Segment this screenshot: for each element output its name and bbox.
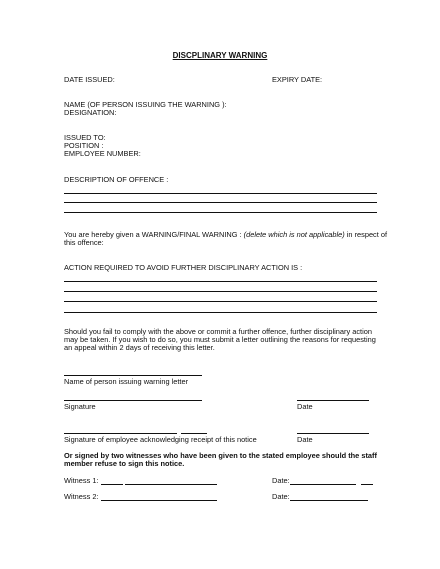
date-issued-label: DATE ISSUED: bbox=[64, 75, 115, 84]
issuer-name-line[interactable] bbox=[64, 375, 202, 376]
witness1-label: Witness 1: bbox=[64, 476, 99, 485]
witness-notice-line2: member refuse to sign this notice. bbox=[64, 459, 185, 468]
issuer-signature-line[interactable] bbox=[64, 400, 202, 401]
appeal-text-line2: may be taken. If you wish to do so, you must submit a letter outlining the reasons for requesting bbox=[64, 335, 376, 344]
employee-signature-caption: Signature of employee acknowledging receipt of this notice bbox=[64, 435, 257, 444]
appeal-text-line3: an appeal within 2 days of receiving this letter. bbox=[64, 343, 215, 352]
witness1-date-line[interactable] bbox=[290, 484, 356, 485]
employee-date-caption: Date bbox=[297, 435, 313, 444]
warning-text-end: in respect of bbox=[346, 230, 388, 239]
offence-line[interactable] bbox=[64, 202, 377, 203]
witness2-label: Witness 2: bbox=[64, 492, 99, 501]
warning-text-line2: this offence: bbox=[64, 238, 104, 247]
warning-text bbox=[64, 231, 387, 240]
witness2-date-label: Date: bbox=[272, 492, 290, 501]
employee-signature-line[interactable] bbox=[64, 433, 177, 434]
action-line[interactable] bbox=[64, 312, 377, 313]
warning-text-start: You are hereby given a WARNING/FINAL WARNING : bbox=[64, 230, 242, 239]
witness-notice-line1: Or signed by two witnesses who have been given to the stated employee should the staff bbox=[64, 451, 377, 460]
employee-date-line[interactable] bbox=[297, 433, 369, 434]
offence-line[interactable] bbox=[64, 212, 377, 213]
issuer-signature-caption: Signature bbox=[64, 402, 96, 411]
witness1-line[interactable] bbox=[101, 484, 123, 485]
offence-line[interactable] bbox=[64, 193, 377, 194]
action-required-label: ACTION REQUIRED TO AVOID FURTHER DISCIPLINARY ACTION IS : bbox=[64, 263, 303, 272]
witness1-date-line[interactable] bbox=[361, 484, 373, 485]
action-line[interactable] bbox=[64, 281, 377, 282]
offence-description-label: DESCRIPTION OF OFFENCE : bbox=[64, 175, 169, 184]
position-label: POSITION : bbox=[64, 141, 104, 150]
warning-text-italic: (delete which is not applicable) bbox=[243, 230, 345, 239]
issuer-date-caption: Date bbox=[297, 402, 313, 411]
action-line[interactable] bbox=[64, 291, 377, 292]
employee-number-label: EMPLOYEE NUMBER: bbox=[64, 149, 141, 158]
witness2-line[interactable] bbox=[101, 500, 217, 501]
issued-to-label: ISSUED TO: bbox=[64, 133, 106, 142]
witness1-date-label: Date: bbox=[272, 476, 290, 485]
issuer-name-label: NAME (OF PERSON ISSUING THE WARNING ): bbox=[64, 100, 227, 109]
designation-label: DESIGNATION: bbox=[64, 108, 117, 117]
document-title: DISCPLINARY WARNING bbox=[172, 51, 268, 60]
witness2-date-line[interactable] bbox=[290, 500, 368, 501]
expiry-date-label: EXPIRY DATE: bbox=[272, 75, 323, 84]
witness1-line[interactable] bbox=[125, 484, 217, 485]
employee-signature-line[interactable] bbox=[181, 433, 207, 434]
appeal-text-line1: Should you fail to comply with the above or commit a further offence, further disciplinary action bbox=[64, 327, 372, 336]
issuer-date-line[interactable] bbox=[297, 400, 369, 401]
issuer-name-caption: Name of person issuing warning letter bbox=[64, 377, 189, 386]
action-line[interactable] bbox=[64, 301, 377, 302]
